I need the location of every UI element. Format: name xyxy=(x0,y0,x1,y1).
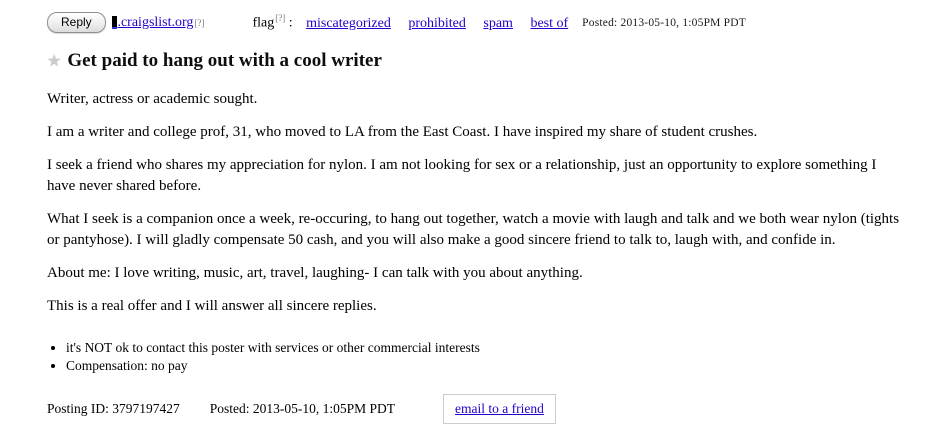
post-paragraph: What I seek is a companion once a week, re-occuring, to hang out together, watch a movie with laugh and talk and we both wear nylon (tights or pantyhose). I will gladly compensate 50 cash, and you will also make a good sincere friend to talk to, laugh with, and confide in. xyxy=(47,211,900,248)
posted-timestamp-bottom: Posted: 2013-05-10, 1:05PM PDT xyxy=(209,401,396,416)
post-paragraph: This is a real offer and I will answer all sincere replies. xyxy=(47,298,377,314)
flag-help-icon[interactable]: [?] xyxy=(275,13,286,24)
notice-no-services: • it's NOT ok to contact this poster with services or other commercial interests xyxy=(66,339,906,357)
favorite-star-icon[interactable]: ★ xyxy=(47,53,62,70)
post-body xyxy=(47,89,906,317)
flag-link-prohibited[interactable]: prohibited xyxy=(408,15,466,31)
posting-id: Posting ID: 3797197427 xyxy=(47,401,180,416)
flag-link-best-of[interactable]: best of xyxy=(530,15,569,31)
reply-button[interactable]: Reply xyxy=(47,12,106,33)
email-help-icon[interactable]: [?] xyxy=(194,17,205,28)
post-paragraph: I seek a friend who shares my appreciation for nylon. I am not looking for sex or a relationship, just an opportunity to explore something I have never shared before. xyxy=(47,157,877,194)
page-title: Get paid to hang out with a cool writer xyxy=(67,50,382,71)
email-to-friend-box xyxy=(443,394,556,424)
post-footer xyxy=(47,394,906,424)
flag-group xyxy=(252,13,582,32)
post-paragraph: Writer, actress or academic sought. xyxy=(47,91,258,107)
post-action-bar xyxy=(47,12,906,33)
flag-link-spam[interactable]: spam xyxy=(483,15,513,31)
flag-colon: : xyxy=(288,15,293,31)
flag-link-miscategorized[interactable]: miscategorized xyxy=(306,15,391,31)
flag-links xyxy=(306,16,582,31)
email-to-friend-link[interactable]: email to a friend xyxy=(455,401,544,416)
posted-timestamp-top: Posted: 2013-05-10, 1:05PM PDT xyxy=(582,16,746,29)
post-paragraph: I am a writer and college prof, 31, who moved to LA from the East Coast. I have inspired my share of student crushes. xyxy=(47,124,758,140)
post-paragraph: About me: I love writing, music, art, travel, laughing- I can talk with you about anything. xyxy=(47,265,583,281)
title-row xyxy=(47,50,906,72)
notice-compensation: • Compensation: no pay xyxy=(66,357,906,375)
flag-label: flag xyxy=(252,15,275,31)
craigslist-email-domain-link[interactable]: .craigslist.org xyxy=(117,14,194,30)
posting-notices-list xyxy=(47,339,906,375)
